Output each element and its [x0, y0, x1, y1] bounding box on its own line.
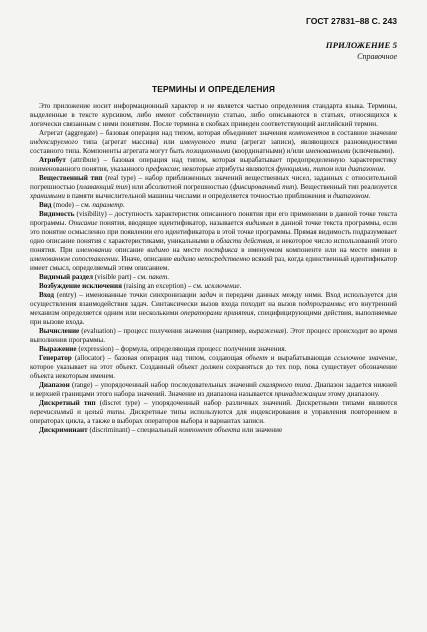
italic-term: видимо: [147, 246, 170, 254]
text-run: (expression) – формула, определяющая процесс получения значения.: [76, 345, 287, 353]
document-body: [30, 102, 397, 435]
italic-term: принадлежащим: [274, 390, 326, 398]
italic-term: компонентов: [289, 129, 330, 137]
italic-term: выражения: [248, 327, 285, 335]
text-run: всякий раз, когда единственный идентификатор имеет смысл, определяемый этим описанием.: [30, 255, 398, 272]
text-run: . Диапазон задается нижней и верхней границами этого набора значений. Значение из диапазона называется: [30, 381, 397, 398]
italic-term: плавающий тип: [79, 183, 128, 191]
italic-term: области действия: [216, 237, 273, 245]
text-run: (агрегат записи), являющихся разновидностями составного типа. Компоненты агрегата могут быть: [30, 138, 397, 155]
text-run: (visible part) - см.: [93, 273, 149, 281]
italic-term: Описание: [68, 219, 98, 227]
italic-term: видимо непосредственно: [173, 255, 250, 263]
term-heading: Атрибут: [39, 156, 66, 164]
italic-term: исключение: [204, 282, 240, 290]
text-run: (range) – упорядоченный набор последовательных значений: [69, 381, 260, 389]
italic-term: компонент объекта: [179, 426, 241, 434]
italic-term: подпрограммы: [298, 300, 344, 308]
text-run: , и некоторое число использований этого понятия. При: [30, 237, 397, 254]
text-run: .: [383, 165, 386, 173]
text-run: .: [167, 273, 170, 281]
paragraph: [30, 201, 397, 210]
text-run: и: [73, 408, 85, 416]
term-heading: Вычисление: [39, 327, 80, 335]
text-run: (координатными) и/или: [230, 147, 306, 155]
text-run: (discriminant) – специальный: [87, 426, 180, 434]
text-run: или: [333, 165, 349, 173]
italic-term: функциями: [276, 165, 310, 173]
italic-term: позиционными: [186, 147, 231, 155]
text-run: ) или абсолютной погрешностью (: [127, 183, 233, 191]
italic-term: задач: [199, 291, 217, 299]
text-run: ). Вещественный тип реализуется: [294, 183, 397, 191]
text-run: ). Этот процесс происходит во время выполнения программы.: [30, 327, 397, 344]
paragraph: [30, 129, 397, 156]
section-title: ТЕРМИНЫ И ОПРЕДЕЛЕНИЯ: [151, 84, 276, 94]
text-run: описание: [111, 246, 148, 254]
text-run: и передачи данных между ними. Вход используется для осуществления взаимодействия задач. Синтаксически вызов входа походит на вызов: [30, 291, 397, 308]
text-run: понятия, вводящее идентификатор, называется: [97, 219, 246, 227]
text-run: .: [122, 201, 125, 209]
italic-term: перечислимый: [30, 408, 74, 416]
text-run: ,: [309, 165, 314, 173]
text-run: (evaluation) – процесс получения значения (например,: [79, 327, 249, 335]
italic-term: именованном сопоставлении: [30, 255, 118, 263]
term-heading: Видимость: [39, 210, 75, 218]
italic-term: хранимыми: [30, 192, 65, 200]
paragraph: [30, 426, 397, 435]
text-run: (attribute) – базовая операция над типом, которая вырабатывает предопределенную характеристику поименованного понятия, указанного: [30, 156, 397, 173]
paragraph: [30, 327, 397, 345]
italic-term: именованными: [305, 147, 351, 155]
text-run: , которое указывает на этот объект. Созданный объект должен сохраняться до тех пор, пока существует обозначение объекта некоторым именем.: [30, 354, 397, 380]
italic-term: типом: [313, 165, 334, 173]
paragraph: [30, 102, 397, 129]
text-run: этому диапазону.: [325, 390, 380, 398]
text-run: в данной точке текста программы, если это понятие осмысленно при появлении его идентификатора в этой точке программы. Прямая видимость подразумевает одно описание понятия с характеристиками, уникальными в: [30, 219, 397, 245]
text-run: (allocator) – базовая операция над типом, создающая: [71, 354, 246, 362]
italic-term: пакет: [148, 273, 168, 281]
term-heading: Дискретный тип: [39, 399, 96, 407]
text-run: (discret type) – упорядоченный набор различных значений. Дискретными типами являются: [95, 399, 397, 407]
italic-term: целый типы: [84, 408, 125, 416]
italic-term: постфикса: [203, 246, 238, 254]
term-heading: Дискриминант: [39, 426, 88, 434]
page-header: ГОСТ 27831–88 С. 243: [305, 16, 397, 26]
paragraph: [30, 345, 397, 354]
text-run: (mode) – см.: [51, 201, 93, 209]
text-run: ; его внутренний механизм определяется одним или несколькими: [30, 300, 397, 317]
italic-term: скалярного типа: [259, 381, 311, 389]
italic-term: префиксом: [145, 165, 179, 173]
text-run: или значение: [240, 426, 283, 434]
text-run: (real type) – набор приближенных значений вещественных чисел, заданных с относительной погрешностью (: [30, 174, 398, 191]
italic-term: именуемого типа: [179, 138, 237, 146]
paragraph: [30, 273, 397, 282]
italic-term: операторами принятия: [180, 309, 254, 317]
text-run: , специфицирующими действия, выполняемые при вызове входа.: [30, 309, 397, 326]
italic-term: видимым: [245, 219, 274, 227]
paragraph: [30, 174, 397, 201]
term-heading: Вид: [39, 201, 52, 209]
italic-term: фиксированный тип: [232, 183, 295, 191]
term-heading: Видимый раздел: [39, 273, 94, 281]
italic-term: ссылочное значение: [334, 354, 396, 362]
text-run: . Дискретные типы используются для индексирования и управления повторением в операторах цикла, а также в выборах операторов выбора и вариантах записи.: [30, 408, 397, 425]
term-heading: Выражение: [39, 345, 77, 353]
italic-term: объект: [245, 354, 268, 362]
paragraph: [30, 399, 397, 426]
appendix-label: ПРИЛОЖЕНИЕ 5: [325, 40, 397, 50]
text-run: (entry) – именованные точки синхронизации: [53, 291, 200, 299]
text-run: и вырабатывающая: [267, 354, 334, 362]
appendix-label-block: [326, 40, 397, 62]
text-run: в составное значение: [329, 129, 397, 137]
paragraph: [30, 282, 397, 291]
italic-term: диапазоном: [333, 192, 369, 200]
term-heading: Вещественный тип: [39, 174, 103, 182]
paragraph: [30, 156, 397, 174]
text-run: (ключевыми).: [350, 147, 395, 155]
paragraph: [30, 381, 397, 399]
text-run: .: [368, 192, 371, 200]
paragraph: [30, 354, 397, 381]
term-heading: Возбуждение исключения: [39, 282, 122, 290]
italic-term: индексируемого: [30, 138, 78, 146]
text-run: .: [239, 282, 242, 290]
text-run: . Иначе, описание: [117, 255, 174, 263]
italic-term: именовании: [76, 246, 112, 254]
text-run: в именуемом компоненте или на месте имени в: [237, 246, 397, 254]
text-run: (raising an exception) – см.: [122, 282, 205, 290]
text-run: в памяти вычислительной машины числами и определяется точностью приближения и: [64, 192, 333, 200]
term-heading: Генератор: [39, 354, 72, 362]
text-run: типа (агрегат массива) или: [77, 138, 180, 146]
text-run: на месте: [169, 246, 204, 254]
italic-term: параметр: [92, 201, 123, 209]
text-run: ; некоторые атрибуты являются: [178, 165, 277, 173]
term-heading: Диапазон: [39, 381, 70, 389]
term-heading: Вход: [39, 291, 54, 299]
appendix-type: Справочное: [357, 52, 397, 61]
paragraph: [30, 210, 397, 273]
italic-term: диапазоном: [348, 165, 384, 173]
text-run: Это приложение носит информационный характер и не является частью определения стандарта языка. Термины, выделенные в тексте курсивом, либо имеют собственную статью, либо описываются в статьях, относящихся к логически связанным с ними понятиям. После термина в скобках приведен соответствующий английский термин.: [30, 102, 397, 128]
text-run: (visibility) – доступность характеристик описанного понятия при его применении в данной точке текста программы.: [30, 210, 397, 227]
paragraph: [30, 291, 397, 327]
text-run: Агрегат (aggregate) – базовая операция над типом, которая объединяет значения: [39, 129, 290, 137]
